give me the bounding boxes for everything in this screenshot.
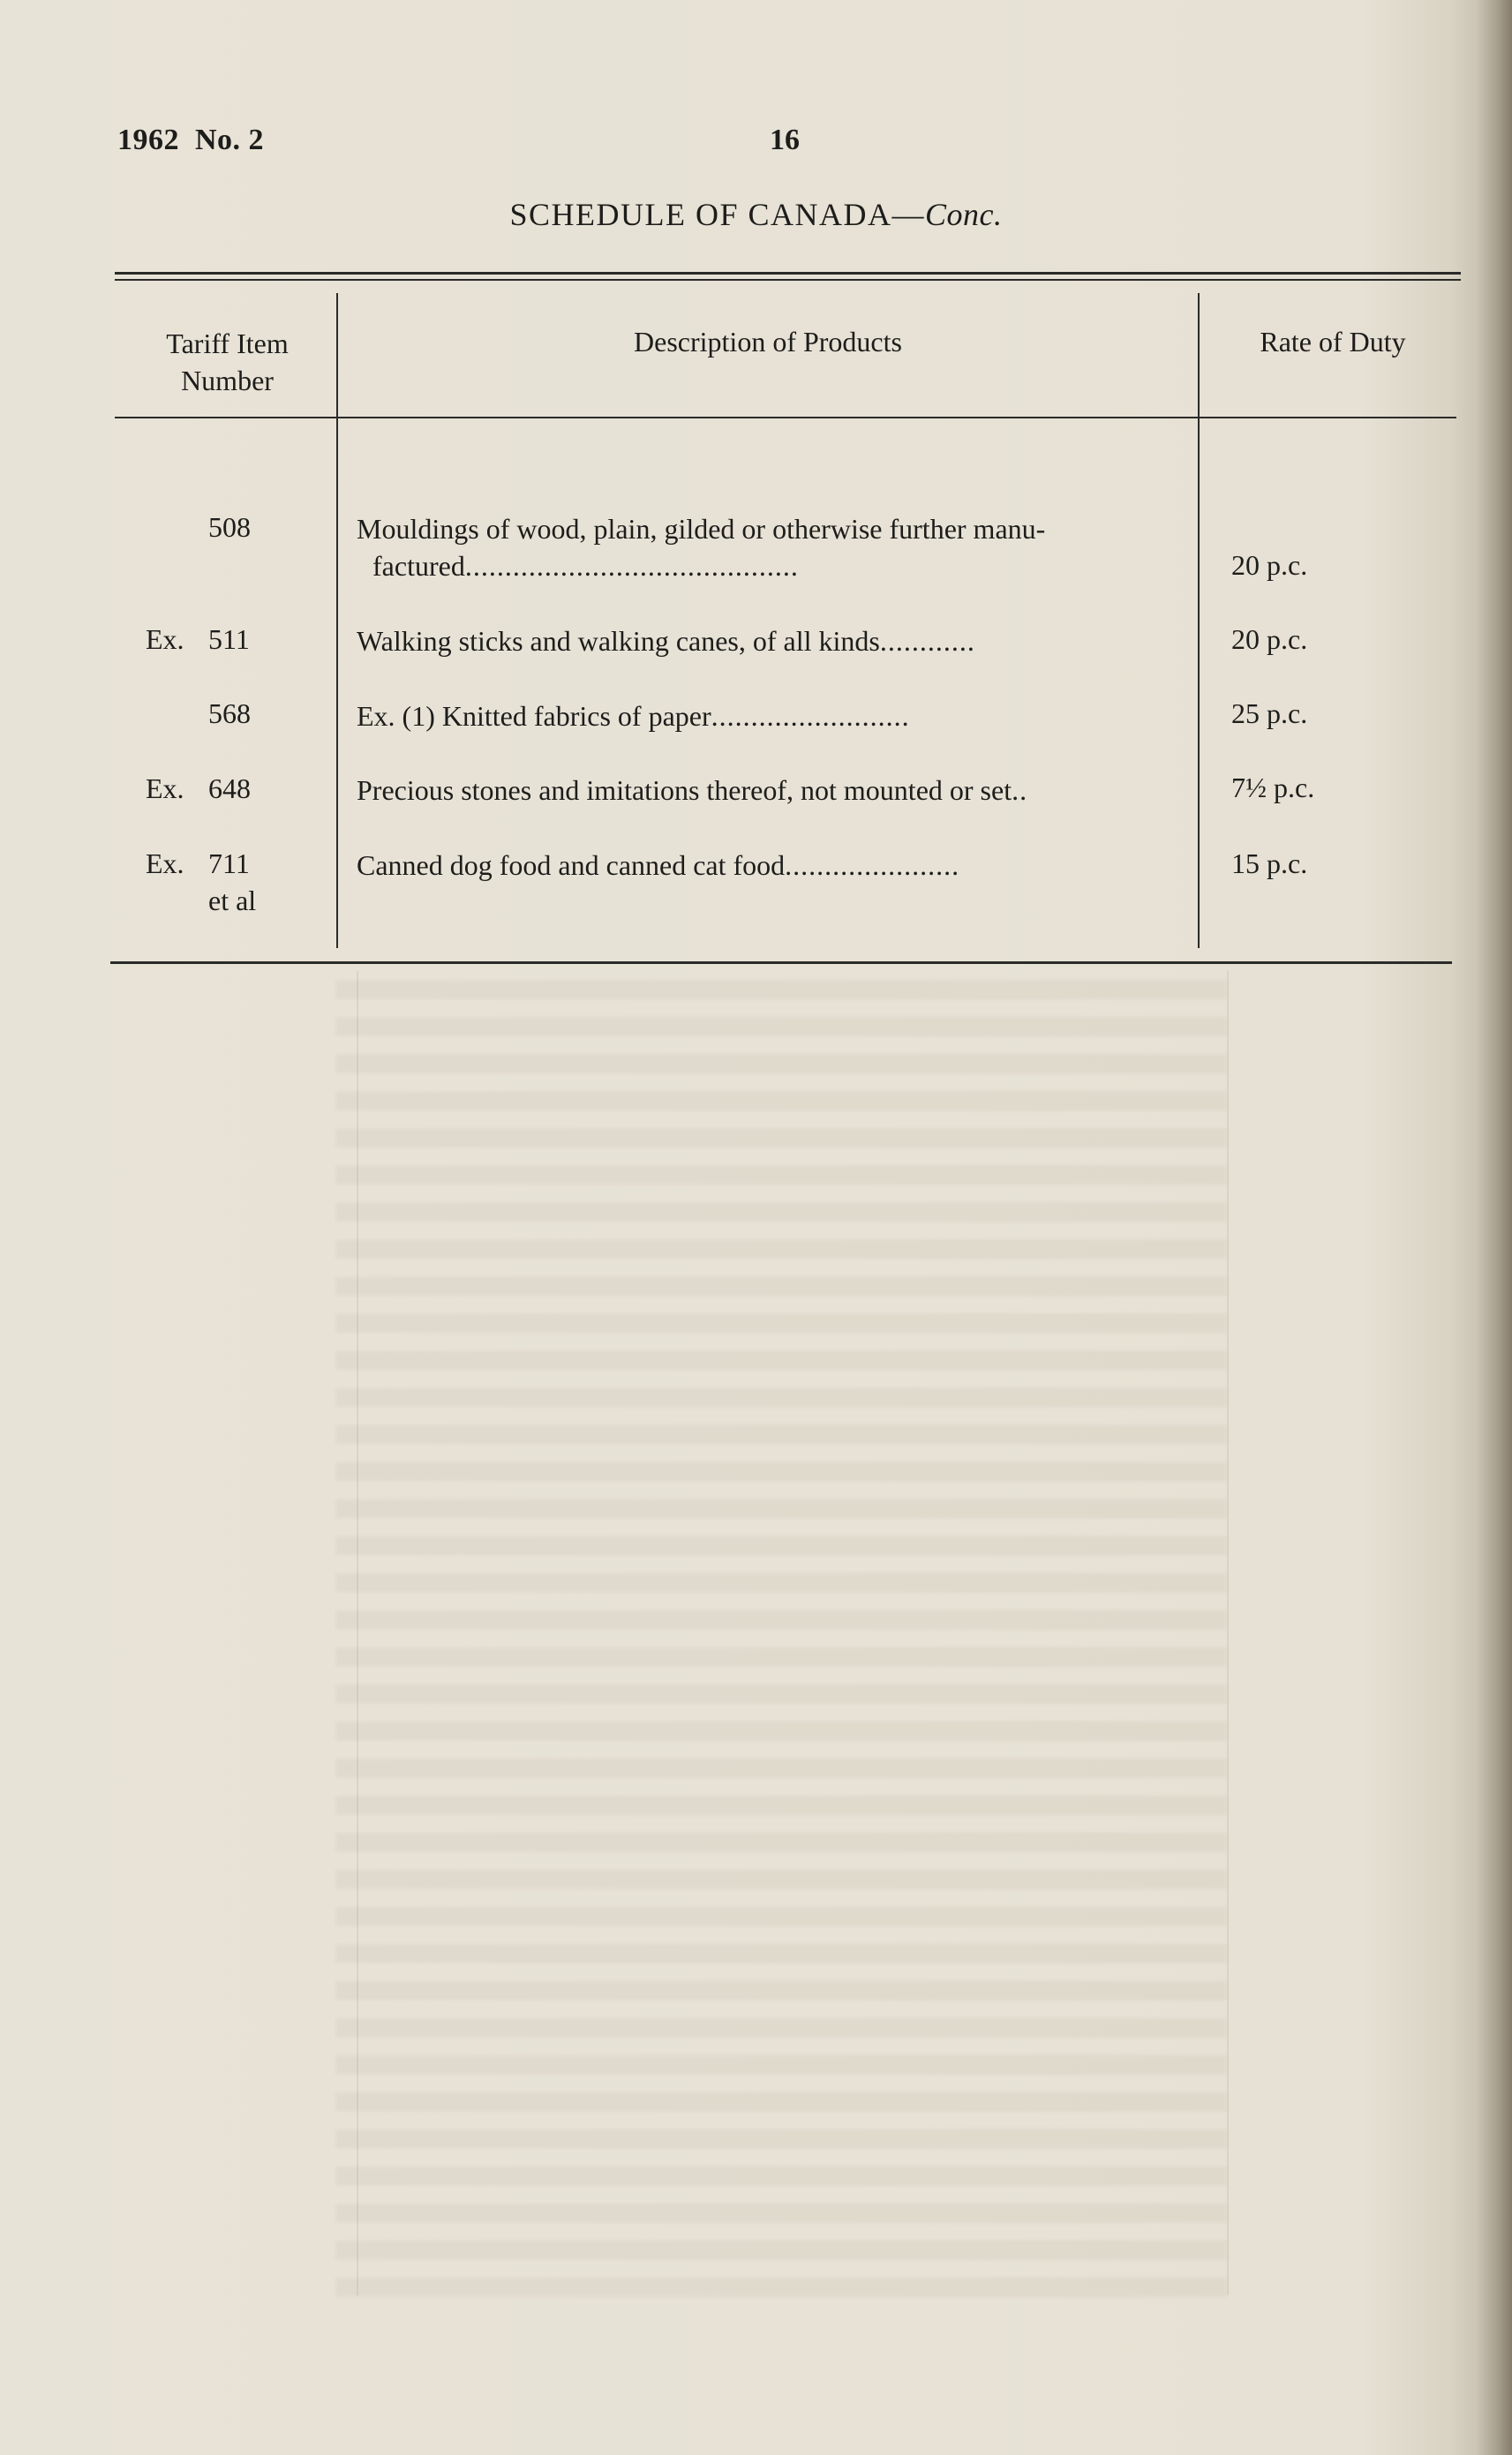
- page-title: [0, 196, 1512, 233]
- top-rule: [115, 272, 1461, 275]
- description-text: Precious stones and imitations thereof, not mounted or set: [357, 774, 1012, 806]
- description: [357, 772, 1195, 809]
- bottom-rule: [110, 961, 1452, 964]
- description-text: Ex. (1) Knitted fabrics of paper: [357, 700, 711, 732]
- column-header-line: Tariff Item: [166, 328, 289, 359]
- tariff-prefix: Ex.: [146, 623, 184, 655]
- column-divider: [336, 293, 338, 948]
- title-main: SCHEDULE OF CANADA—: [509, 197, 926, 232]
- document-number: No. 2: [195, 124, 265, 156]
- header-rule: [115, 417, 1456, 418]
- bleed-through-line: [357, 971, 358, 2295]
- tariff-number: 508: [208, 511, 251, 543]
- document-reference: [117, 124, 280, 157]
- tariff-number: 711: [208, 847, 250, 879]
- description-text: factured: [372, 550, 465, 582]
- rate-of-duty: 7½ p.c.: [1231, 772, 1315, 803]
- tariff-prefix: Ex.: [146, 772, 184, 804]
- column-header-description: Description of Products: [634, 326, 902, 358]
- top-rule-thin: [115, 279, 1461, 281]
- year: 1962: [117, 124, 179, 156]
- rate-of-duty: 15 p.c.: [1231, 847, 1308, 879]
- column-divider: [1198, 293, 1200, 948]
- leader-dots: ............: [879, 625, 975, 657]
- title-suffix: Conc.: [925, 197, 1003, 232]
- tariff-number: 568: [208, 697, 251, 729]
- page-edge-shadow: [1477, 0, 1512, 2455]
- description: [357, 510, 1195, 584]
- rate-of-duty: 20 p.c.: [1231, 623, 1308, 655]
- bleed-through-line: [1227, 971, 1229, 2295]
- rate-of-duty: 20 p.c.: [1231, 549, 1308, 581]
- bleed-through-texture: [335, 980, 1227, 2304]
- rate-of-duty: 25 p.c.: [1231, 697, 1308, 729]
- leader-dots: .........................: [711, 700, 910, 732]
- description-line: Mouldings of wood, plain, gilded or otherwise further manu-: [357, 513, 1046, 545]
- tariff-prefix: Ex.: [146, 847, 184, 879]
- leader-dots: ..: [1012, 774, 1028, 806]
- tariff-number-suffix: et al: [208, 885, 257, 916]
- leader-dots: ......................: [785, 849, 960, 881]
- tariff-number: 648: [208, 772, 251, 804]
- description-text: Walking sticks and walking canes, of all kinds: [357, 625, 880, 657]
- column-header-tariff-item: [124, 325, 331, 399]
- page-number: 16: [770, 124, 800, 156]
- column-header-line: Number: [181, 365, 274, 396]
- description: [357, 622, 1195, 659]
- description: [357, 847, 1195, 884]
- column-header-rate: Rate of Duty: [1260, 326, 1406, 358]
- leader-dots: ..........................................: [464, 550, 799, 582]
- description: [357, 697, 1195, 734]
- description-text: Canned dog food and canned cat food: [357, 849, 786, 881]
- tariff-number: 511: [208, 623, 250, 655]
- description-line: [357, 547, 1195, 584]
